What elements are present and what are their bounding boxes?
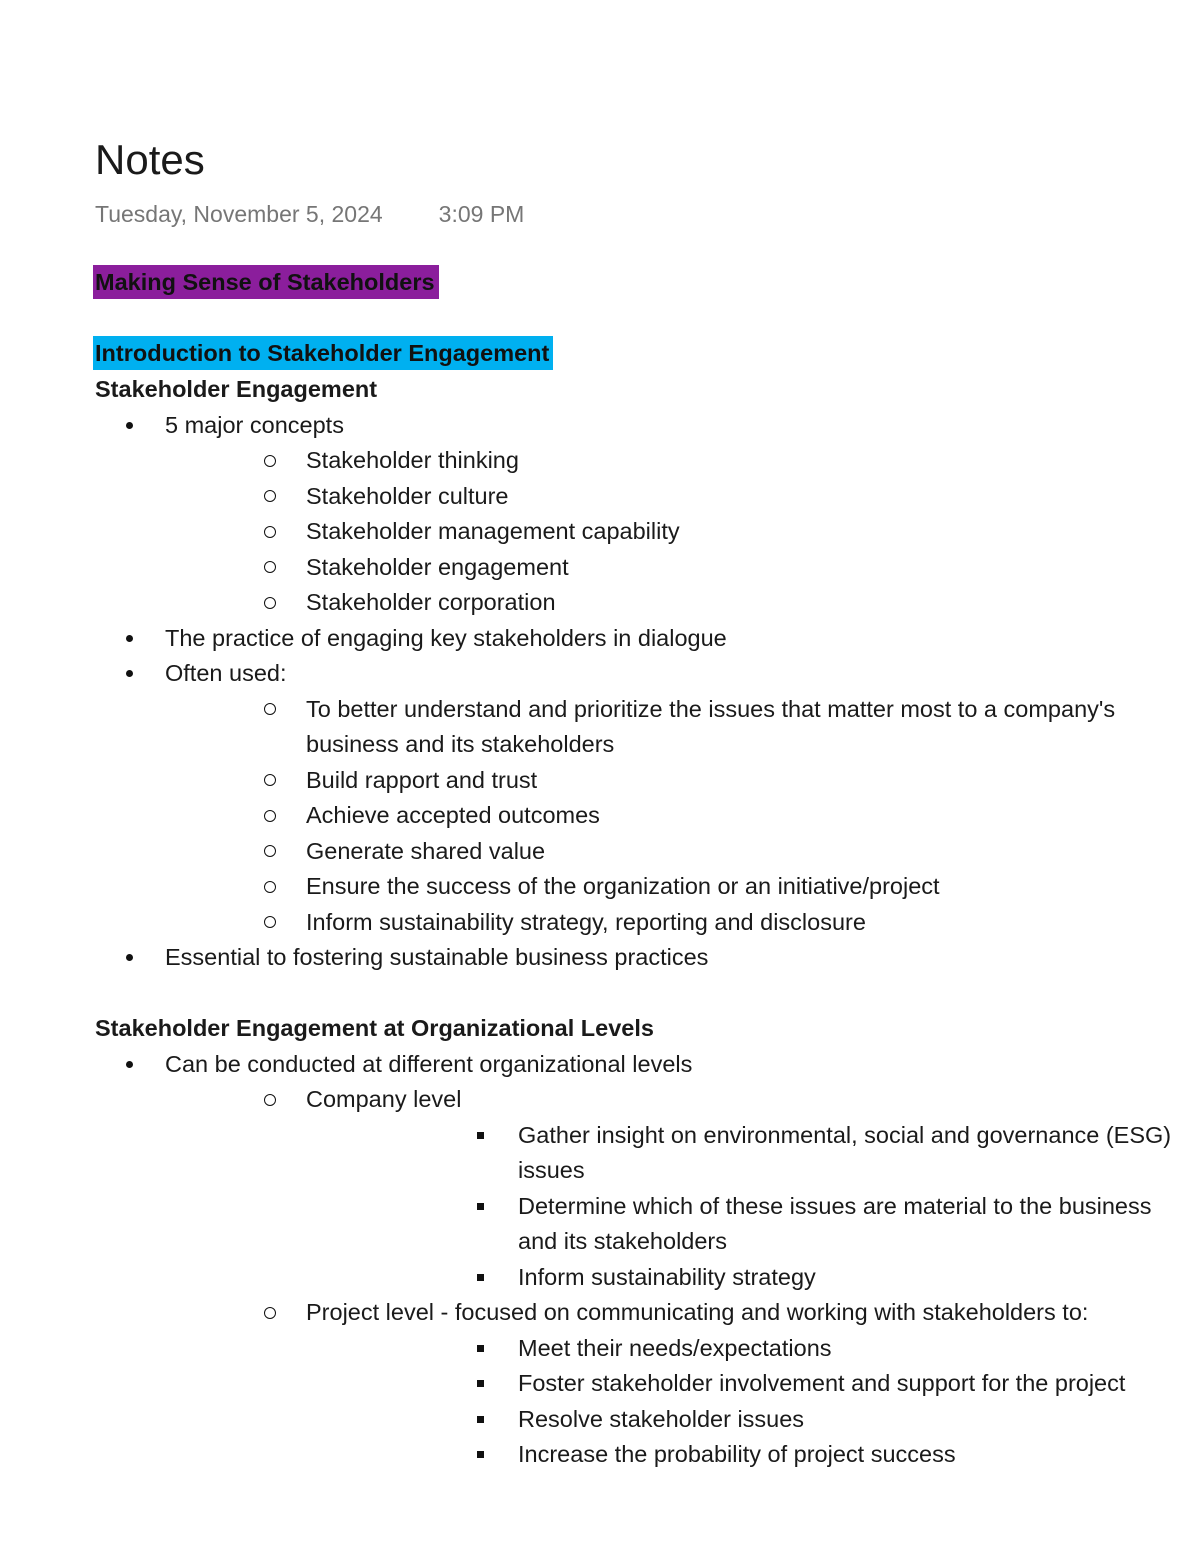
square-bullet-icon [474,1437,486,1473]
note-timestamp [95,199,524,229]
list-item: Stakeholder thinking [165,443,1175,479]
bullet-icon [123,940,135,976]
list-item: Can be conducted at different organizational levels Company level Gather insight on environmental, social and governance (ESG) issues Determine which of these issues are material to the business and its stakeholders Inform sustainability strategy Project level - focused on communicating and working with stakeholders to: Meet their needs/expectations Foster stakeholder involvement and support for the project Resolve stakeholder issues Increase the probability of project success [95,1047,1175,1473]
list-item: 5 major concepts Stakeholder thinking Stakeholder culture Stakeholder management capability Stakeholder engagement Stakeholder corporation [95,408,1175,621]
list-item: Build rapport and trust [165,763,1175,799]
list-item: Essential to fostering sustainable business practices [95,940,1175,976]
page-title: Notes [95,136,205,183]
list-item: Often used: To better understand and prioritize the issues that matter most to a company's business and its stakeholders Build rapport and trust Achieve accepted outcomes Generate shared value Ensure the success of the organization or an initiative/project Inform sustainability strategy, reporting and disclosure [95,656,1175,940]
list-item: Foster stakeholder involvement and support for the project [306,1366,1175,1402]
square-bullet-icon [474,1331,486,1367]
square-bullet-icon [474,1402,486,1438]
circle-bullet-icon [263,763,277,799]
square-bullet-icon [474,1189,486,1225]
list-item: Stakeholder engagement [165,550,1175,586]
circle-bullet-icon [263,798,277,834]
list-item: Determine which of these issues are material to the business and its stakeholders [306,1189,1175,1260]
section-title-highlight: Making Sense of Stakeholders [93,265,439,299]
circle-bullet-icon [263,1295,277,1331]
circle-bullet-icon [263,585,277,621]
circle-bullet-icon [263,479,277,515]
note-time: 3:09 PM [438,201,525,227]
list-item: Gather insight on environmental, social and governance (ESG) issues [306,1118,1175,1189]
circle-bullet-icon [263,869,277,905]
list-item: Achieve accepted outcomes [165,798,1175,834]
list-item: The practice of engaging key stakeholders in dialogue [95,621,1175,657]
list-item: Project level - focused on communicating and working with stakeholders to: Meet their needs/expectations Foster stakeholder involvement and support for the project Resolve stakeholder issues Increase the probability of project success [165,1295,1175,1473]
square-bullet-icon [474,1260,486,1296]
bullet-icon [123,1047,135,1083]
bullet-icon [123,656,135,692]
circle-bullet-icon [263,834,277,870]
bullet-icon [123,408,135,444]
circle-bullet-icon [263,550,277,586]
list-item: Inform sustainability strategy, reporting and disclosure [165,905,1175,941]
section-heading: Stakeholder Engagement [95,376,378,402]
list-item: Generate shared value [165,834,1175,870]
list-item: Stakeholder management capability [165,514,1175,550]
bullet-icon [123,621,135,657]
list-item: Stakeholder culture [165,479,1175,515]
circle-bullet-icon [263,905,277,941]
circle-bullet-icon [263,514,277,550]
square-bullet-icon [474,1366,486,1402]
list-item: To better understand and prioritize the issues that matter most to a company's business and its stakeholders [165,692,1175,763]
circle-bullet-icon [263,1082,277,1118]
note-body [95,372,1175,1473]
square-bullet-icon [474,1118,486,1154]
list-item: Meet their needs/expectations [306,1331,1175,1367]
subsection-title-highlight: Introduction to Stakeholder Engagement [93,336,553,370]
list-item: Increase the probability of project success [306,1437,1175,1473]
list-item: Stakeholder corporation [165,585,1175,621]
circle-bullet-icon [263,443,277,479]
bullet-list [95,408,1175,976]
list-item: Inform sustainability strategy [306,1260,1175,1296]
list-item: Company level Gather insight on environmental, social and governance (ESG) issues Determine which of these issues are material to the business and its stakeholders Inform sustainability strategy [165,1082,1175,1295]
note-date: Tuesday, November 5, 2024 [95,201,383,227]
list-item: Ensure the success of the organization or an initiative/project [165,869,1175,905]
circle-bullet-icon [263,692,277,728]
list-item: Resolve stakeholder issues [306,1402,1175,1438]
section-heading: Stakeholder Engagement at Organizational Levels [95,1015,654,1041]
bullet-list [95,1047,1175,1473]
